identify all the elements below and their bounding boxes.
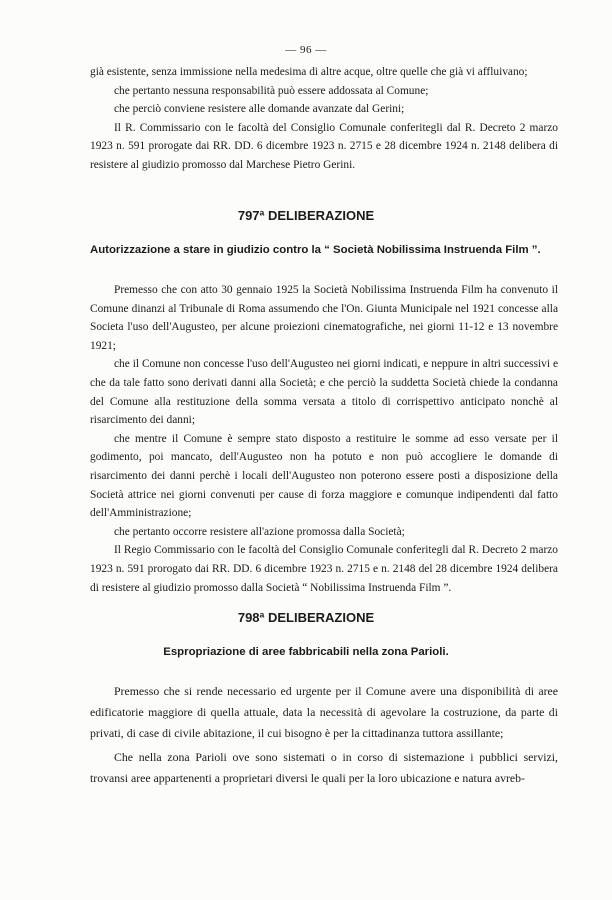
paragraph: che perciò conviene resistere alle domande avanzate dal Gerini;	[114, 103, 405, 116]
paragraph: che pertanto occorre resistere all'azione promossa dalla Società;	[114, 525, 405, 538]
paragraph: Che nella zona Parioli ove sono sistemati o in corso di sistemazione i pubblici servizi, trovansi aree appartenenti a proprietari diversi le quali per la loro ubicazione e natura avreb-	[90, 750, 558, 786]
section-798-body	[90, 681, 558, 789]
section-797-heading: 797ª DELIBERAZIONE	[237, 208, 375, 223]
paragraph: Il Regio Commissario con le facoltà del Consiglio Comunale conferitegli dal R. Decreto 2 marzo 1923 n. 591 prorogato dai RR. DD. 6 dicembre 1923 n. 2715 e n. 2148 del 28 dicembre 1924 delibera di resistere al giudizio promosso dalla Società “ Nobilissima Instruenda Film ”.	[90, 544, 558, 594]
paragraph: Il R. Commissario con le facoltà del Consiglio Comunale conferitegli dal R. Decreto 2 marzo 1923 n. 591 prorogate dai RR. DD. 6 dicembre 1923 n. 2715 e 28 dicembre 1924 n. 2148 delibera di resistere al giudizio promosso dal Marchese Pietro Gerini.	[90, 121, 558, 171]
section-798-subtitle: Espropriazione di aree fabbricabili nella zona Parioli.	[163, 646, 449, 658]
paragraph: che mentre il Comune è sempre stato disposto a restituire le somme ad esso versate per il godimento, poi mancato, dell'Augusteo non ha potuto e non può accogliere le domande di risarcimento dei danni perchè i locali dell'Augusteo non poterono essere posti a disposizione della Società attrice nei giorni convenuti per cause di forza maggiore e comunque indipendenti dal fatto dell'Amministrazione;	[90, 432, 558, 520]
section-797-body	[90, 281, 558, 597]
paragraph: Premesso che con atto 30 gennaio 1925 la Società Nobilissima Instruenda Film ha convenuto il Comune dinanzi al Tribunale di Roma assumendo che l'On. Giunta Municipale nel 1921 concesse alla Societa l'uso dell'Augusteo, per alcune proiezioni cinematografiche, nei giorni 11-12 e 13 novembre 1921;	[90, 284, 558, 352]
page-number: — 96 —	[285, 44, 327, 56]
paragraph: Premesso che si rende necessario ed urgente per il Comune avere una disponibilità di aree edificatorie maggiore di quella attuale, data la necessità di agevolare la costruzione, da parte di privati, di case di civile abitazione, il cui bisogno è per la cittadinanza tuttora assillante;	[90, 684, 558, 740]
paragraph: che pertanto nessuna responsabilità può essere addossata al Comune;	[114, 84, 429, 97]
section-797-subtitle: Autorizzazione a stare in giudizio contro la “ Società Nobilissima Instruenda Film ”.	[90, 244, 541, 256]
paragraph: che il Comune non concesse l'uso dell'Augusteo nei giorni indicati, e neppure in altri successivi e che da tale fatto sono derivati danni alla Società; e che perciò la suddetta Società chiede la condanna del Comune alla restituzione della somma versata a titolo di corrispettivo anticipato nonchè al risarcimento dei danni;	[90, 358, 558, 427]
section-798-heading: 798ª DELIBERAZIONE	[237, 610, 375, 625]
intro-block	[90, 63, 558, 175]
paragraph: già esistente, senza immissione nella medesima di altre acque, oltre quelle che già vi affluivano;	[90, 66, 528, 78]
